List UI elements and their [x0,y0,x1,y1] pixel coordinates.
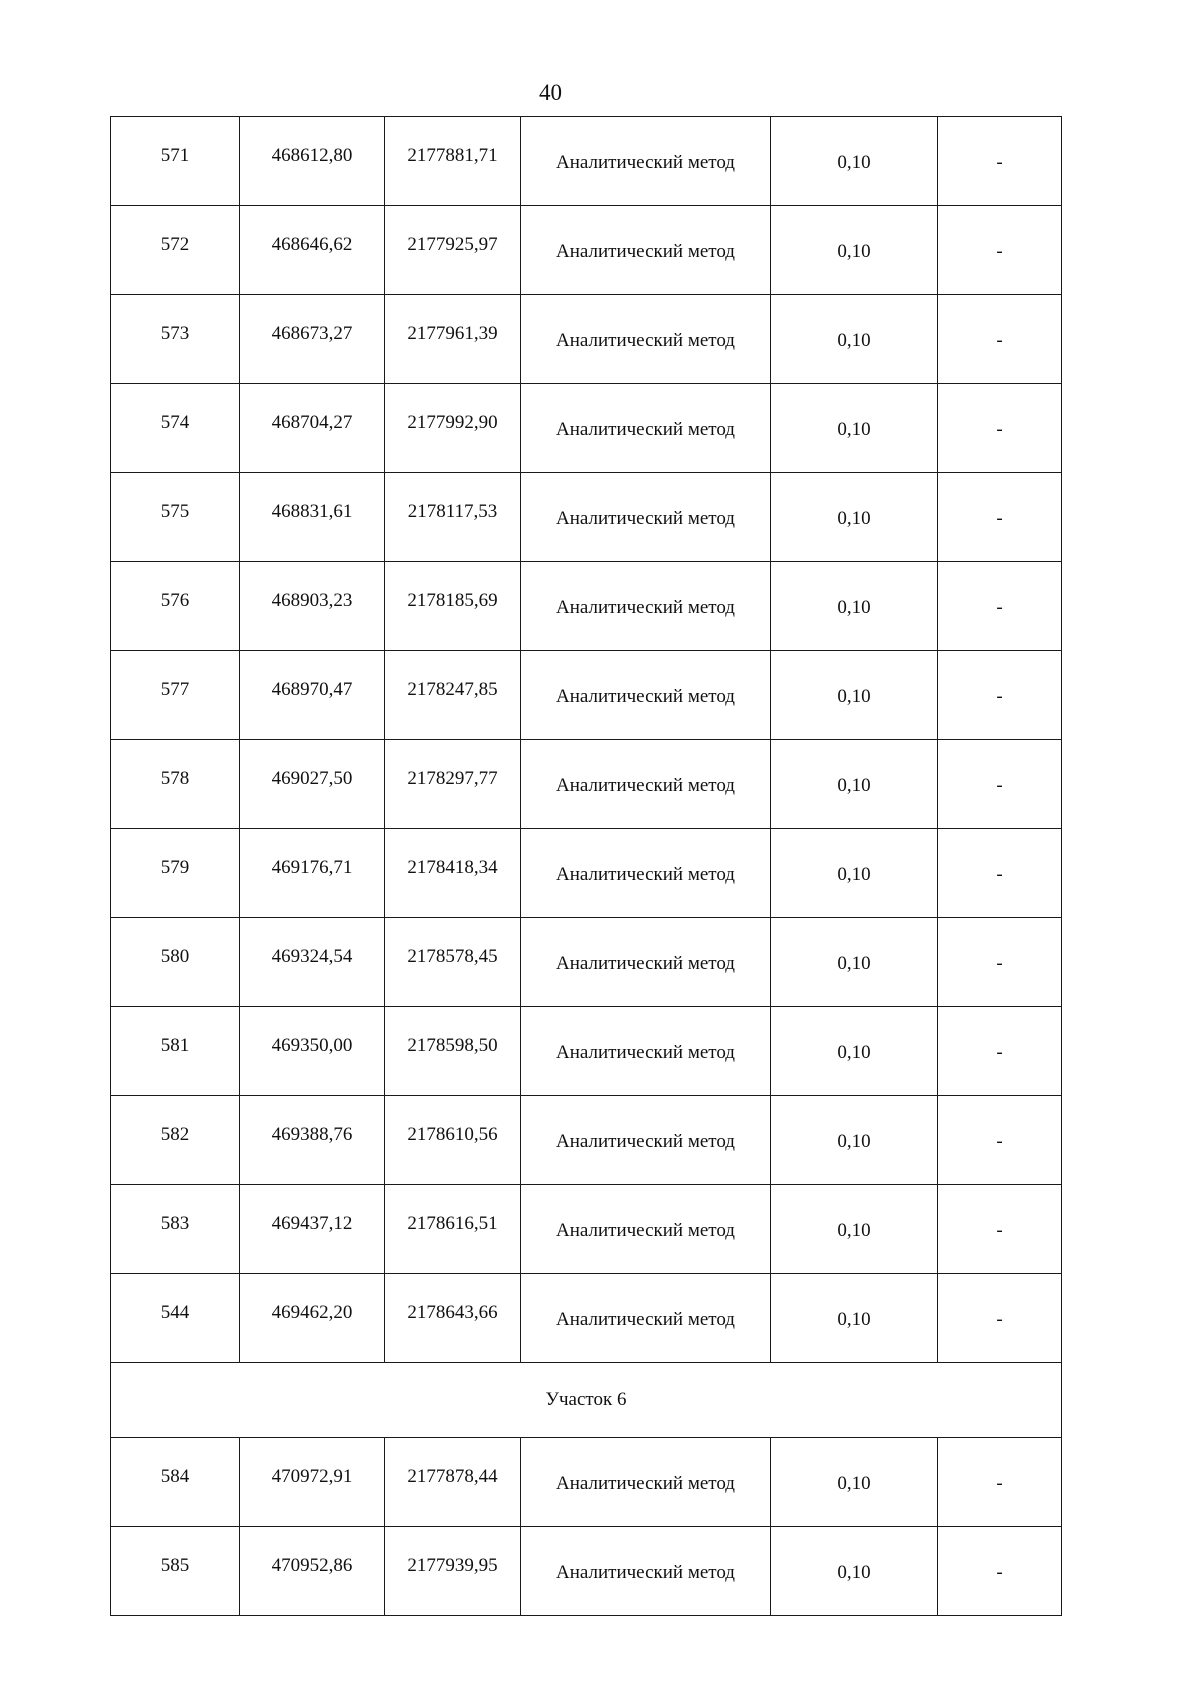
y-coordinate-cell: 2178418,34 [385,829,521,918]
y-coordinate-cell: 2177939,95 [385,1527,521,1616]
note-cell: - [938,206,1062,295]
y-coordinate-cell: 2177961,39 [385,295,521,384]
accuracy-cell: 0,10 [771,562,938,651]
x-coordinate-cell: 468612,80 [240,117,385,206]
note-cell: - [938,651,1062,740]
note-cell: - [938,1274,1062,1363]
accuracy-cell: 0,10 [771,117,938,206]
y-coordinate-cell: 2177878,44 [385,1438,521,1527]
x-coordinate-cell: 469027,50 [240,740,385,829]
table-row [111,1274,1062,1363]
table-row [111,1096,1062,1185]
y-coordinate-cell: 2178643,66 [385,1274,521,1363]
method-cell: Аналитический метод [521,651,771,740]
point-number-cell: 583 [111,1185,240,1274]
point-number-cell: 571 [111,117,240,206]
y-coordinate-cell: 2177881,71 [385,117,521,206]
method-cell: Аналитический метод [521,562,771,651]
x-coordinate-cell: 469350,00 [240,1007,385,1096]
method-cell: Аналитический метод [521,829,771,918]
x-coordinate-cell: 468831,61 [240,473,385,562]
coordinates-table [110,116,1062,1616]
note-cell: - [938,473,1062,562]
point-number-cell: 578 [111,740,240,829]
method-cell: Аналитический метод [521,918,771,1007]
table-row [111,1438,1062,1527]
table-row [111,206,1062,295]
table-row [111,117,1062,206]
method-cell: Аналитический метод [521,1274,771,1363]
point-number-cell: 581 [111,1007,240,1096]
y-coordinate-cell: 2177992,90 [385,384,521,473]
x-coordinate-cell: 470952,86 [240,1527,385,1616]
point-number-cell: 580 [111,918,240,1007]
table-row [111,651,1062,740]
y-coordinate-cell: 2178578,45 [385,918,521,1007]
note-cell: - [938,562,1062,651]
y-coordinate-cell: 2178185,69 [385,562,521,651]
point-number-cell: 579 [111,829,240,918]
note-cell: - [938,740,1062,829]
method-cell: Аналитический метод [521,740,771,829]
table-row [111,473,1062,562]
point-number-cell: 584 [111,1438,240,1527]
point-number-cell: 574 [111,384,240,473]
y-coordinate-cell: 2178610,56 [385,1096,521,1185]
note-cell: - [938,1527,1062,1616]
accuracy-cell: 0,10 [771,473,938,562]
point-number-cell: 582 [111,1096,240,1185]
accuracy-cell: 0,10 [771,1438,938,1527]
point-number-cell: 577 [111,651,240,740]
method-cell: Аналитический метод [521,1527,771,1616]
x-coordinate-cell: 469388,76 [240,1096,385,1185]
table-row [111,1007,1062,1096]
x-coordinate-cell: 469462,20 [240,1274,385,1363]
accuracy-cell: 0,10 [771,1274,938,1363]
method-cell: Аналитический метод [521,295,771,384]
accuracy-cell: 0,10 [771,206,938,295]
note-cell: - [938,117,1062,206]
table-row [111,384,1062,473]
section-label: Участок 6 [111,1363,1062,1438]
y-coordinate-cell: 2178598,50 [385,1007,521,1096]
accuracy-cell: 0,10 [771,1527,938,1616]
point-number-cell: 544 [111,1274,240,1363]
note-cell: - [938,1185,1062,1274]
y-coordinate-cell: 2177925,97 [385,206,521,295]
x-coordinate-cell: 470972,91 [240,1438,385,1527]
note-cell: - [938,295,1062,384]
note-cell: - [938,1438,1062,1527]
y-coordinate-cell: 2178297,77 [385,740,521,829]
note-cell: - [938,384,1062,473]
table-row [111,740,1062,829]
method-cell: Аналитический метод [521,1438,771,1527]
table-row [111,829,1062,918]
accuracy-cell: 0,10 [771,1007,938,1096]
method-cell: Аналитический метод [521,206,771,295]
note-cell: - [938,1096,1062,1185]
method-cell: Аналитический метод [521,117,771,206]
method-cell: Аналитический метод [521,1185,771,1274]
point-number-cell: 576 [111,562,240,651]
x-coordinate-cell: 468673,27 [240,295,385,384]
accuracy-cell: 0,10 [771,740,938,829]
table-row [111,295,1062,384]
note-cell: - [938,1007,1062,1096]
y-coordinate-cell: 2178616,51 [385,1185,521,1274]
x-coordinate-cell: 468903,23 [240,562,385,651]
point-number-cell: 572 [111,206,240,295]
x-coordinate-cell: 468704,27 [240,384,385,473]
y-coordinate-cell: 2178247,85 [385,651,521,740]
x-coordinate-cell: 468646,62 [240,206,385,295]
accuracy-cell: 0,10 [771,918,938,1007]
method-cell: Аналитический метод [521,384,771,473]
table-row [111,1185,1062,1274]
accuracy-cell: 0,10 [771,384,938,473]
table-row [111,918,1062,1007]
method-cell: Аналитический метод [521,1007,771,1096]
accuracy-cell: 0,10 [771,829,938,918]
point-number-cell: 575 [111,473,240,562]
note-cell: - [938,918,1062,1007]
accuracy-cell: 0,10 [771,1185,938,1274]
method-cell: Аналитический метод [521,473,771,562]
accuracy-cell: 0,10 [771,1096,938,1185]
x-coordinate-cell: 469176,71 [240,829,385,918]
section-row [111,1363,1062,1438]
y-coordinate-cell: 2178117,53 [385,473,521,562]
point-number-cell: 585 [111,1527,240,1616]
note-cell: - [938,829,1062,918]
table-row [111,1527,1062,1616]
accuracy-cell: 0,10 [771,651,938,740]
x-coordinate-cell: 468970,47 [240,651,385,740]
method-cell: Аналитический метод [521,1096,771,1185]
x-coordinate-cell: 469437,12 [240,1185,385,1274]
x-coordinate-cell: 469324,54 [240,918,385,1007]
accuracy-cell: 0,10 [771,295,938,384]
point-number-cell: 573 [111,295,240,384]
table-row [111,562,1062,651]
page-number: 40 [539,80,562,105]
